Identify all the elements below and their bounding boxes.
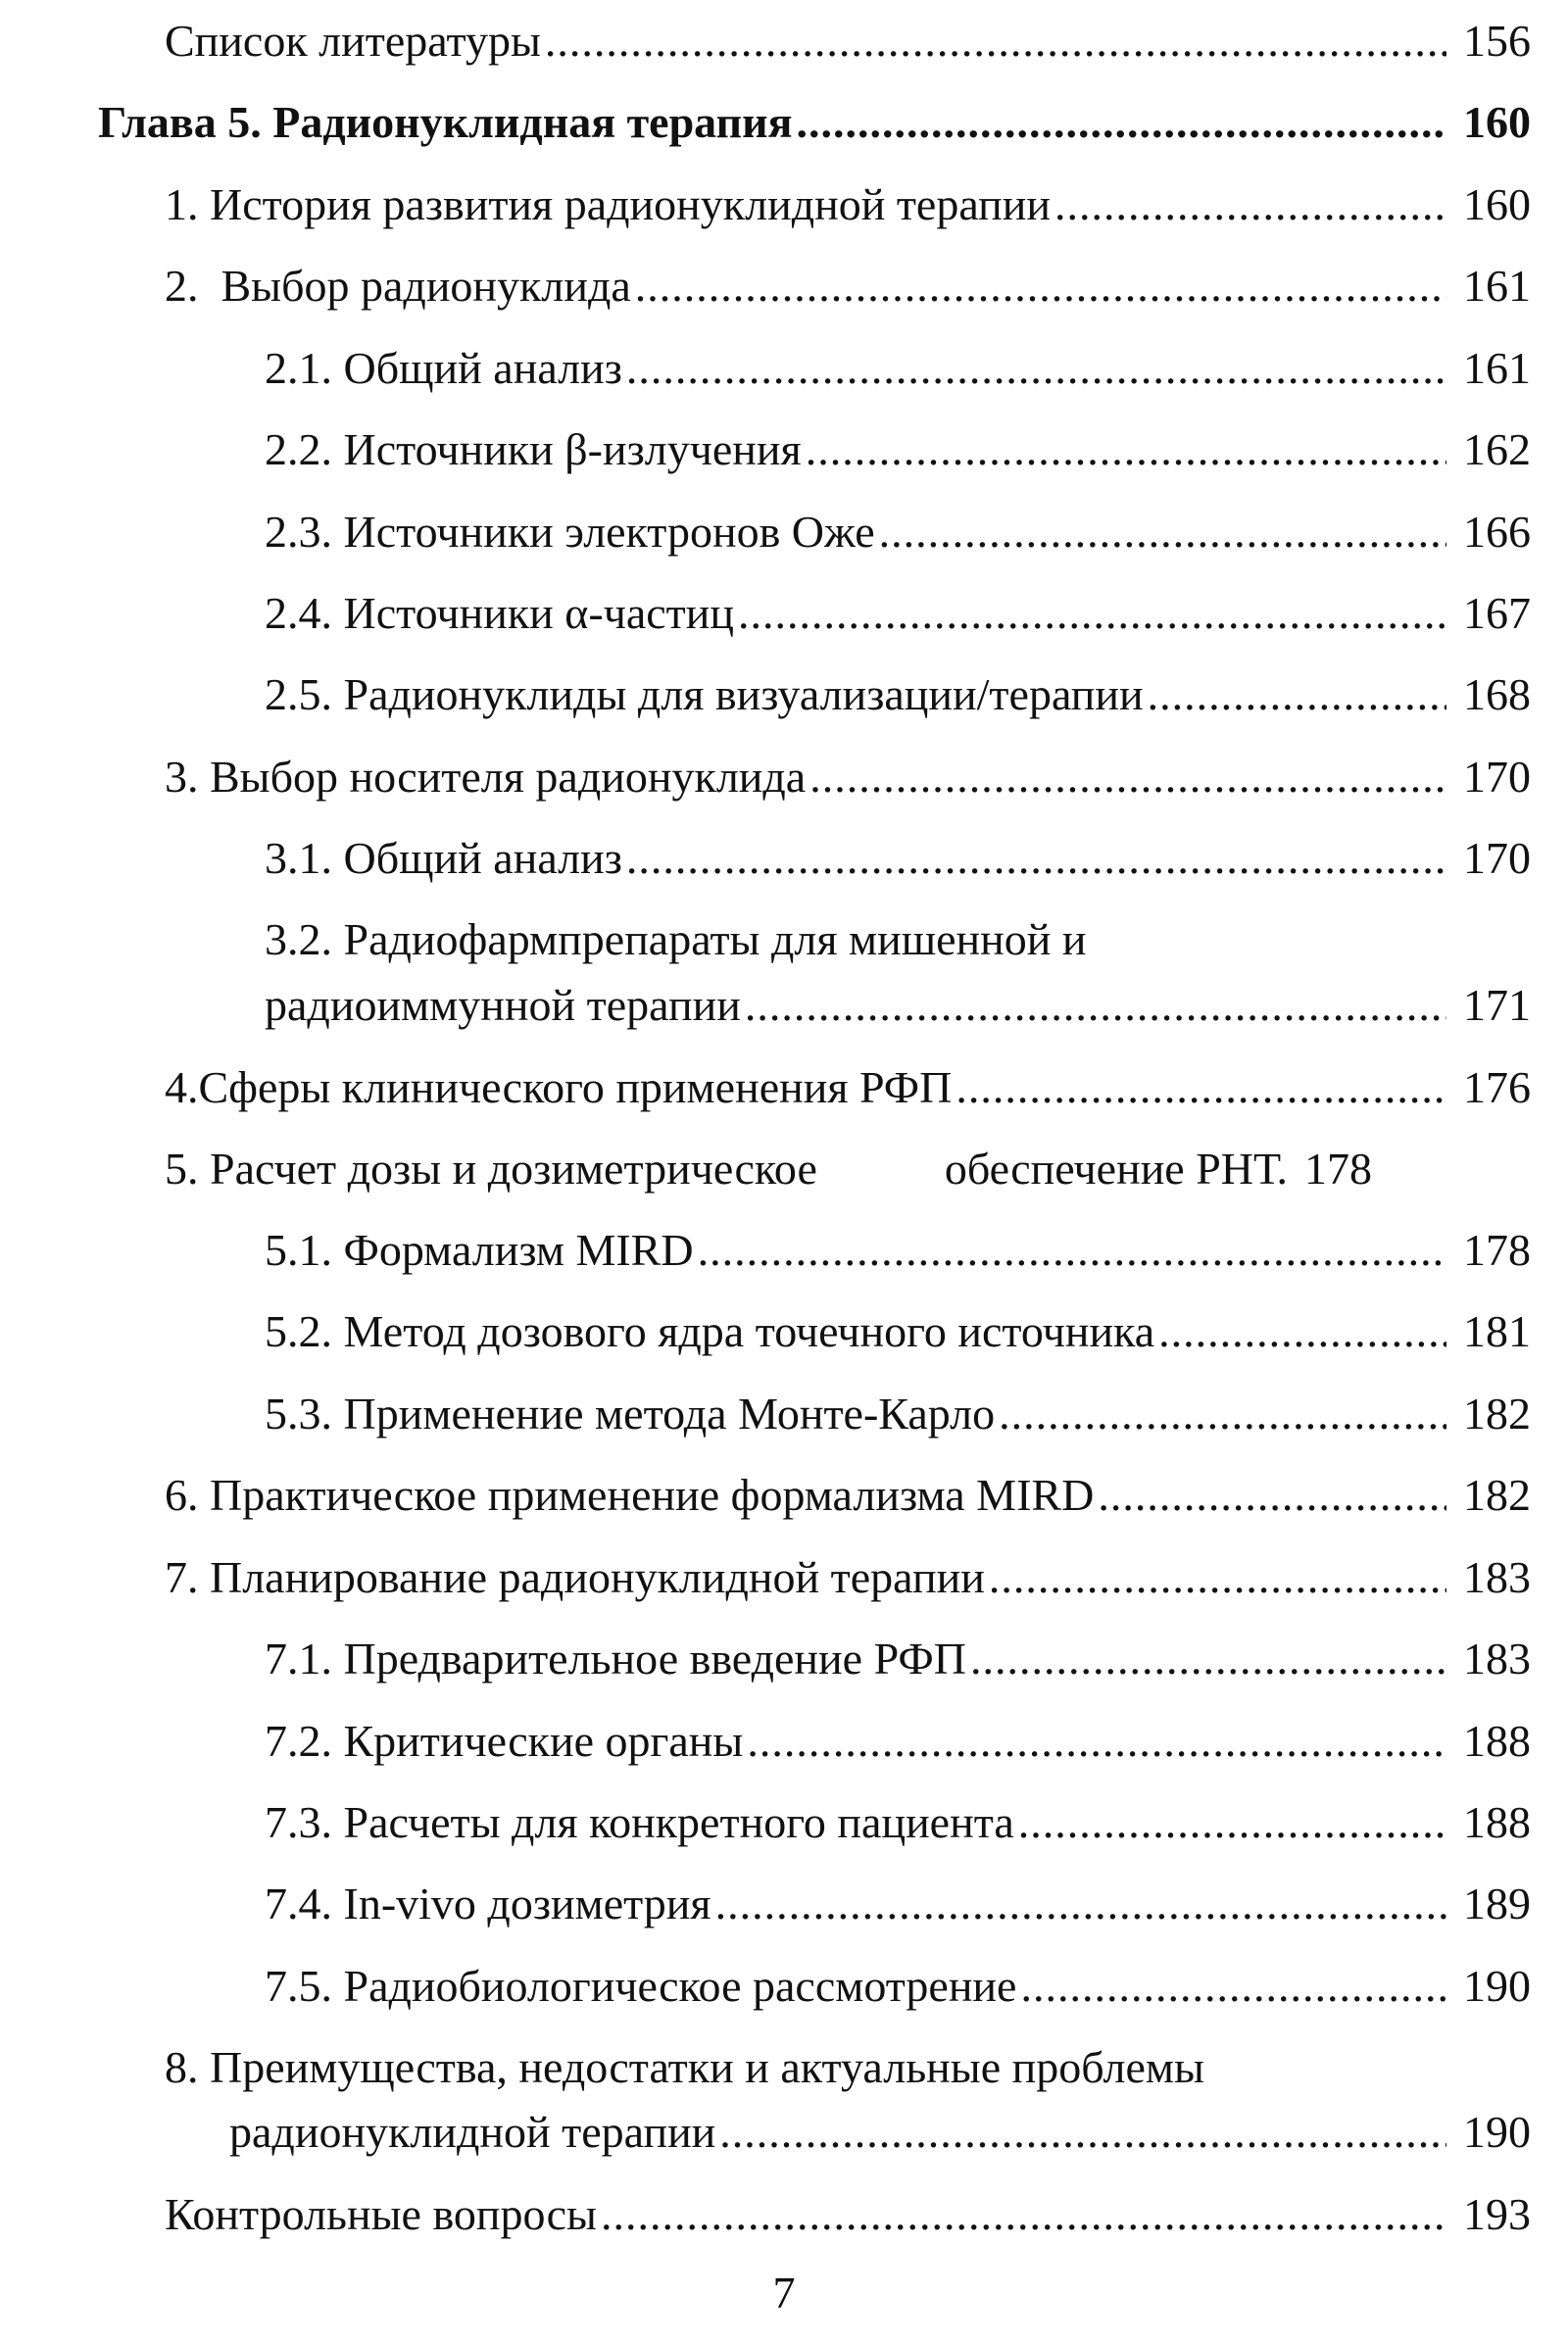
toc-entry-8[interactable] — [229, 2105, 1531, 2160]
toc-leader-dots — [715, 1877, 1446, 1931]
toc-entry-title: 5.1. Формализм MIRD — [265, 1225, 694, 1275]
toc-entry-5-1[interactable] — [265, 1223, 1531, 1278]
toc-entry-5[interactable] — [165, 1142, 1531, 1196]
toc-leader-dots — [1018, 1795, 1446, 1850]
toc-entry-2[interactable] — [165, 259, 1531, 314]
toc-entry-page: 178 — [1304, 1144, 1373, 1194]
toc-leader-dots — [601, 2187, 1446, 2242]
toc-leader-dots — [1158, 1304, 1446, 1359]
toc-entry-review-questions[interactable] — [165, 2187, 1531, 2242]
toc-entry-title: 3.1. Общий анализ — [265, 833, 622, 883]
toc-entry-title: Глава 5. Радионуклидная терапия — [98, 97, 793, 147]
toc-entry-page: 188 — [1463, 1797, 1531, 1847]
toc-entry-page: 171 — [1463, 980, 1531, 1030]
toc-entry-title: 6. Практическое применение формализма MIRD — [165, 1470, 1095, 1520]
toc-entry-7[interactable] — [165, 1550, 1531, 1605]
toc-entry-page: 170 — [1463, 833, 1531, 883]
toc-entry-title: радионуклидной терапии — [229, 2107, 716, 2157]
toc-leader-dots — [989, 1550, 1446, 1605]
toc-leader-dots — [747, 1714, 1446, 1769]
toc-entry-page: 160 — [1463, 179, 1531, 229]
toc-leader-dots — [796, 95, 1446, 150]
toc-entry-8-line1[interactable]: 8. Преимущества, недостатки и актуальные проблемы — [165, 2042, 1204, 2092]
toc-leader-dots — [879, 505, 1446, 560]
toc-entry-2-2[interactable] — [265, 422, 1531, 477]
toc-leader-dots — [1098, 1468, 1446, 1523]
toc-entry-title: 4.Сферы клинического применения РФП — [165, 1062, 953, 1112]
toc-entry-title: 1. История развития радионуклидной терапии — [165, 179, 1052, 229]
toc-entry-2-4[interactable] — [265, 586, 1531, 641]
toc-entry-4[interactable] — [165, 1060, 1531, 1115]
toc-entry-page: 181 — [1463, 1306, 1531, 1356]
toc-leader-dots — [719, 2105, 1446, 2160]
toc-entry-page: 190 — [1463, 2107, 1531, 2157]
toc-entry-6[interactable] — [165, 1468, 1531, 1523]
toc-entry-title: Контрольные вопросы — [165, 2189, 597, 2239]
toc-entry-title: 7. Планирование радионуклидной терапии — [165, 1552, 985, 1602]
toc-entry-title: 5.3. Применение метода Монте-Карло — [265, 1389, 996, 1439]
toc-entry-page: 193 — [1463, 2189, 1531, 2239]
toc-entry-title-part2: обеспечение РНТ. — [944, 1144, 1289, 1194]
toc-leader-dots — [809, 750, 1446, 805]
toc-entry-7-5[interactable] — [265, 1959, 1531, 2014]
toc-leader-dots — [745, 978, 1446, 1033]
toc-entry-1[interactable] — [165, 177, 1531, 232]
toc-entry-7-3[interactable] — [265, 1795, 1531, 1850]
toc-entry-page: 160 — [1463, 97, 1531, 147]
toc-entry-5-3[interactable] — [265, 1387, 1531, 1441]
toc-entry-title: 2.2. Источники β-излучения — [265, 424, 802, 474]
toc-leader-dots — [806, 422, 1446, 477]
toc-entry-references[interactable] — [165, 14, 1531, 69]
toc-entry-title: 2.5. Радионуклиды для визуализации/терапии — [265, 669, 1144, 719]
toc-entry-2-5[interactable] — [265, 667, 1531, 722]
toc-entry-title-part1: 5. Расчет дозы и дозиметрическое — [165, 1144, 817, 1194]
toc-entry-title: радиоиммунной терапии — [265, 980, 741, 1030]
toc-entry-title: Список литературы — [165, 16, 541, 66]
toc-leader-dots — [738, 586, 1446, 641]
toc-entry-title: 7.2. Критические органы — [265, 1716, 744, 1766]
toc-entry-title: 7.3. Расчеты для конкретного пациента — [265, 1797, 1014, 1847]
toc-entry-page: 178 — [1463, 1225, 1531, 1275]
toc-entry-chapter-5[interactable] — [98, 95, 1531, 150]
toc-leader-dots — [970, 1632, 1446, 1686]
toc-entry-3-2[interactable] — [265, 978, 1531, 1033]
toc-entry-title: 7.5. Радиобиологическое рассмотрение — [265, 1961, 1017, 2011]
toc-leader-dots — [1148, 667, 1446, 722]
toc-leader-dots — [698, 1223, 1446, 1278]
toc-leader-dots — [999, 1387, 1446, 1441]
toc-entry-title: 2. Выбор радионуклида — [165, 261, 631, 311]
toc-entry-page: 161 — [1463, 343, 1531, 393]
toc-entry-page: 182 — [1463, 1389, 1531, 1439]
toc-entry-page: 188 — [1463, 1716, 1531, 1766]
toc-leader-dots — [1054, 177, 1446, 232]
toc-entry-2-3[interactable] — [265, 505, 1531, 560]
toc-entry-page: 167 — [1463, 588, 1531, 638]
toc-entry-page: 170 — [1463, 752, 1531, 802]
toc-entry-page: 156 — [1463, 16, 1531, 66]
toc-entry-7-4[interactable] — [265, 1877, 1531, 1931]
toc-entry-title: 7.1. Предварительное введение РФП — [265, 1634, 966, 1683]
toc-entry-page: 161 — [1463, 261, 1531, 311]
toc-entry-title: 7.4. In-vivo дозиметрия — [265, 1878, 711, 1928]
toc-entry-page: 189 — [1463, 1878, 1531, 1928]
toc-entry-page: 168 — [1463, 669, 1531, 719]
toc-leader-dots — [626, 341, 1446, 396]
toc-entry-2-1[interactable] — [265, 341, 1531, 396]
toc-entry-3-2-line1[interactable]: 3.2. Радиофармпрепараты для мишенной и — [265, 914, 1087, 964]
toc-entry-page: 183 — [1463, 1552, 1531, 1602]
toc-entry-title: 3. Выбор носителя радионуклида — [165, 752, 807, 802]
toc-leader-dots — [626, 831, 1446, 886]
toc-entry-3[interactable] — [165, 750, 1531, 805]
toc-entry-title — [165, 1142, 1288, 1196]
toc-entry-title: 2.4. Источники α-частиц — [265, 588, 735, 638]
toc-entry-title: 2.1. Общий анализ — [265, 343, 622, 393]
toc-entry-7-1[interactable] — [265, 1632, 1531, 1686]
toc-entry-page: 166 — [1463, 507, 1531, 557]
toc-entry-page: 182 — [1463, 1470, 1531, 1520]
toc-entry-5-2[interactable] — [265, 1304, 1531, 1359]
toc-leader-dots — [635, 259, 1446, 314]
toc-entry-page: 190 — [1463, 1961, 1531, 2011]
page-number: 7 — [772, 2268, 796, 2318]
toc-leader-dots — [1020, 1959, 1446, 2014]
toc-entry-page: 176 — [1463, 1062, 1531, 1112]
toc-leader-dots — [545, 14, 1446, 69]
toc-entry-3-1[interactable] — [265, 831, 1531, 886]
toc-leader-dots — [956, 1060, 1446, 1115]
toc-entry-page: 183 — [1463, 1634, 1531, 1683]
toc-entry-page: 162 — [1463, 424, 1531, 474]
toc-entry-title: 2.3. Источники электронов Оже — [265, 507, 875, 557]
toc-entry-7-2[interactable] — [265, 1714, 1531, 1769]
toc-entry-title: 5.2. Метод дозового ядра точечного источника — [265, 1306, 1155, 1356]
